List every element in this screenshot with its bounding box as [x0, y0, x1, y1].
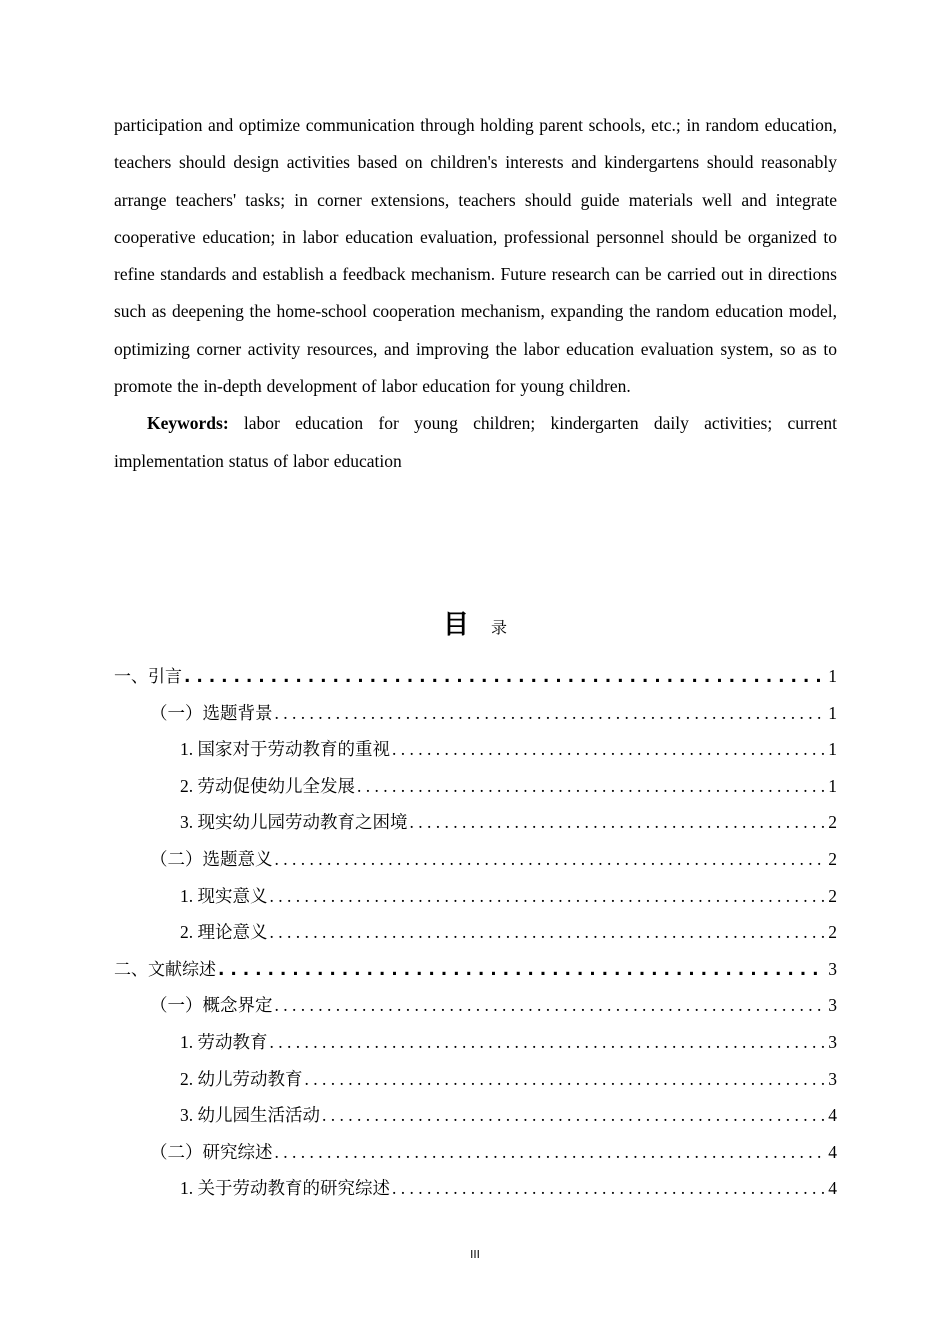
toc-entry-page: 1 [828, 775, 837, 796]
toc-entry-title: （二）选题意义 [150, 848, 273, 869]
toc-entry[interactable] [114, 804, 837, 841]
toc-entry[interactable] [114, 1061, 837, 1098]
toc-leader-dots [270, 1024, 827, 1061]
toc-entry-page: 1 [828, 702, 837, 723]
toc-entry-title: 一、引言 [114, 667, 182, 687]
toc-entry-title: （一）概念界定 [150, 995, 273, 1016]
toc-heading-char-2: 录 [491, 618, 508, 637]
toc-entry-page: 3 [828, 995, 837, 1016]
toc-entry[interactable] [114, 1024, 837, 1061]
toc-entry[interactable] [114, 914, 837, 951]
toc-entry-page: 3 [828, 1068, 837, 1089]
toc-leader-dots [275, 695, 827, 732]
keywords-label: Keywords: [147, 413, 229, 434]
toc-entry[interactable] [114, 658, 837, 695]
toc-entry[interactable] [114, 841, 837, 878]
toc-leader-dots [305, 1061, 827, 1098]
toc-entry[interactable] [114, 1097, 837, 1134]
toc-entry-page: 2 [828, 922, 837, 943]
keywords-paragraph [114, 405, 837, 480]
keywords-text: labor education for young children; kindergarten daily activities; current implementation status of labor education [114, 413, 838, 471]
toc-entry-page: 1 [828, 666, 837, 686]
toc-entry-title: 2. 理论意义 [180, 922, 268, 943]
toc-entry-page: 4 [828, 1178, 837, 1199]
page-number-footer: III [470, 1248, 480, 1261]
toc-entry[interactable] [114, 731, 837, 768]
toc-entry-title: 1. 国家对于劳动教育的重视 [180, 739, 390, 760]
toc-leader-dots [410, 804, 827, 841]
toc-leader-dots [184, 659, 826, 696]
toc-leader-dots [275, 841, 827, 878]
toc-entry-title: 2. 幼儿劳动教育 [180, 1068, 303, 1089]
toc-leader-dots [275, 1134, 827, 1171]
toc-entry[interactable] [114, 695, 837, 732]
toc-leader-dots [392, 731, 826, 768]
toc-leader-dots [275, 987, 827, 1024]
toc-entry-title: 1. 现实意义 [180, 885, 268, 906]
toc-entry-title: 3. 现实幼儿园劳动教育之困境 [180, 812, 408, 833]
toc-entry-page: 4 [828, 1105, 837, 1126]
toc-heading-char-1: 目 [442, 610, 469, 640]
toc-entry-page: 4 [828, 1141, 837, 1162]
toc-entry-title: 2. 劳动促使幼儿全发展 [180, 775, 355, 796]
toc-entry-page: 2 [828, 885, 837, 906]
toc-entry-page: 2 [828, 848, 837, 869]
abstract-body: participation and optimize communication through holding parent schools, etc.; in random education, teachers should design activities based on children's interests and kindergartens should reasonably arrange teachers' tasks; in corner extensions, teachers should guide materials well and integrate cooperative education; in labor education evaluation, professional personnel should be organized to refine standards and establish a feedback mechanism. Future research can be carried out in directions such as deepening the home-school cooperation mechanism, expanding the random education model, optimizing corner activity resources, and improving the labor education evaluation system, so as to promote the in-depth development of labor education for young children. [114, 115, 837, 397]
english-abstract [114, 107, 837, 480]
toc-entry-title: （一）选题背景 [150, 702, 273, 723]
toc-entry-title: 二、文献综述 [114, 959, 216, 980]
toc-leader-dots [218, 952, 826, 989]
toc-entry[interactable] [114, 987, 837, 1024]
toc-entry-page: 3 [828, 958, 837, 979]
toc-entry[interactable] [114, 951, 837, 988]
toc-entry-page: 1 [828, 739, 837, 760]
toc-entry-title: 1. 劳动教育 [180, 1031, 268, 1052]
toc-entry[interactable] [114, 1134, 837, 1171]
table-of-contents [114, 658, 837, 1207]
toc-leader-dots [270, 878, 827, 915]
toc-leader-dots [392, 1170, 826, 1207]
toc-entry[interactable] [114, 878, 837, 915]
toc-leader-dots [270, 914, 827, 951]
toc-entry-title: （二）研究综述 [150, 1141, 273, 1162]
toc-leader-dots [357, 768, 826, 805]
toc-leader-dots [322, 1097, 826, 1134]
toc-entry[interactable] [114, 768, 837, 805]
toc-entry-title: 3. 幼儿园生活活动 [180, 1105, 320, 1126]
toc-entry[interactable] [114, 1170, 837, 1207]
toc-entry-title: 1. 关于劳动教育的研究综述 [180, 1178, 390, 1199]
toc-entry-page: 2 [828, 812, 837, 833]
toc-heading [0, 604, 950, 641]
toc-entry-page: 3 [828, 1031, 837, 1052]
